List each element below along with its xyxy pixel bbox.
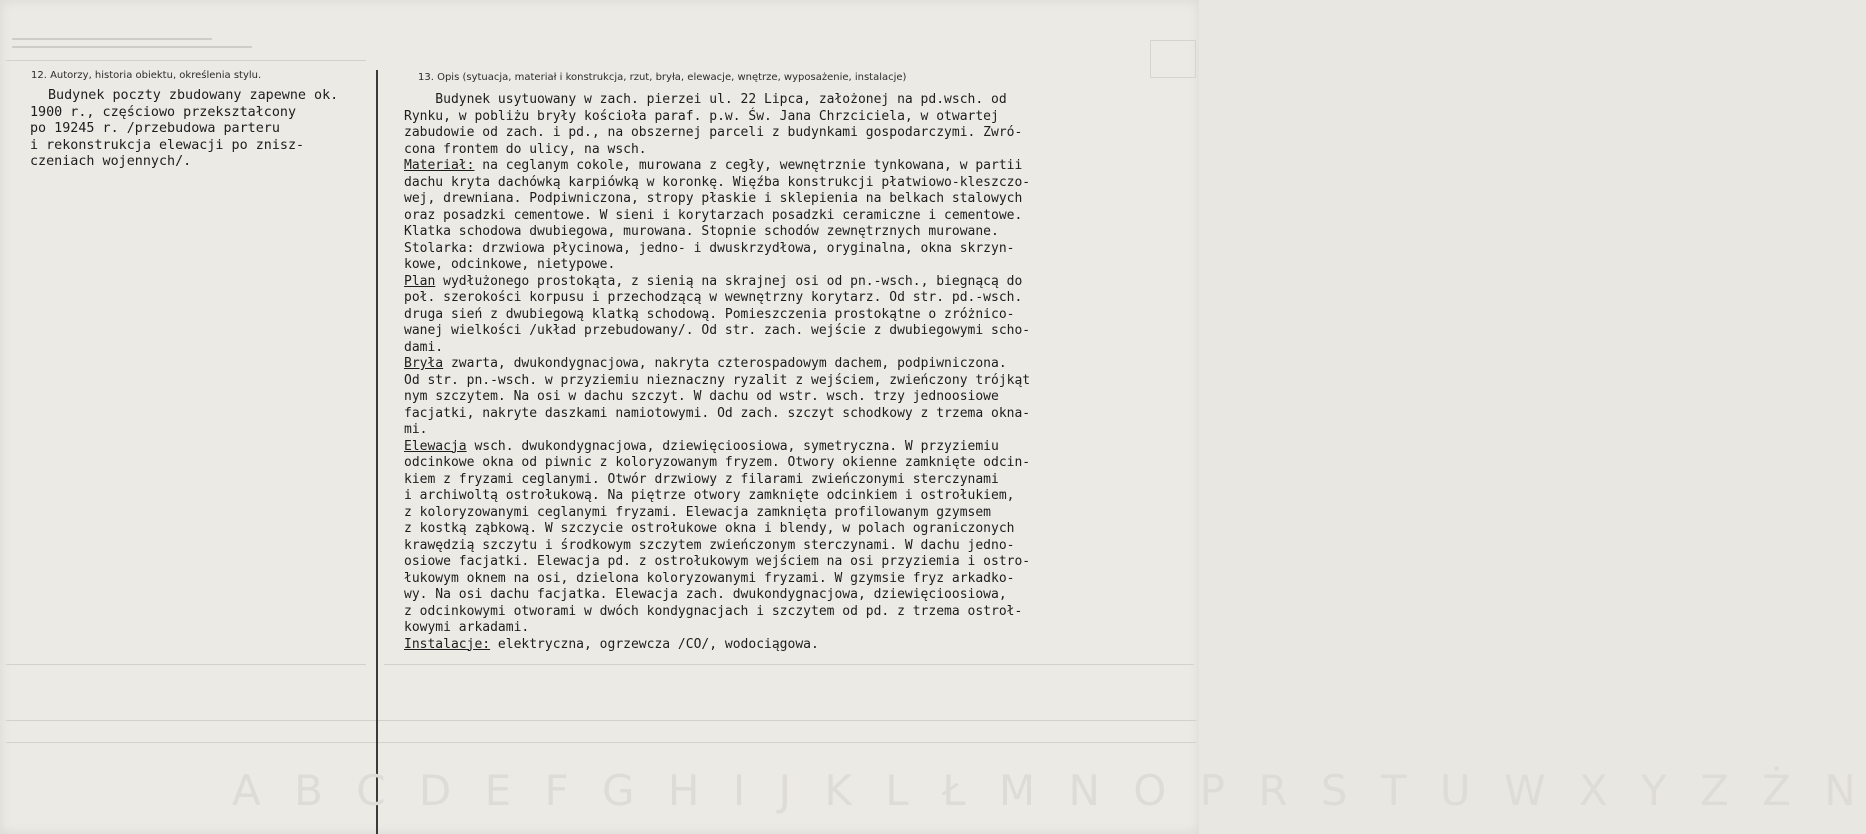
faint-rule — [6, 742, 1196, 743]
faint-rule — [6, 664, 366, 665]
column-divider — [376, 70, 378, 834]
typed-line — [404, 142, 1030, 159]
typed-line — [404, 554, 1030, 571]
line-text: osiowe facjatki. Elewacja pd. z ostrołukowym wejściem na osi przyziemia i ostro- — [404, 554, 1031, 569]
faint-box — [1150, 40, 1196, 78]
typed-line — [404, 323, 1030, 340]
typed-line — [404, 455, 1030, 472]
line-text: mi. — [404, 422, 428, 437]
field-12-typed-text — [30, 88, 338, 171]
line-text: na ceglanym cokole, murowana z cegły, wewnętrznie tynkowana, w partii — [474, 158, 1023, 173]
field-13-label: 13. Opis (sytuacja, materiał i konstrukcja, rzut, bryła, elewacje, wnętrze, wyposażenie, instalacje) — [418, 72, 907, 83]
typed-line — [404, 637, 1030, 654]
line-text: cona frontem do ulicy, na wsch. — [404, 141, 647, 157]
line-text: elektryczna, ogrzewcza /CO/, wodociągowa. — [490, 636, 819, 652]
line-text: nym szczytem. Na osi w dachu szczyt. W dachu od wstr. wsch. trzy jednoosiowe — [404, 389, 999, 404]
line-text: kiem z fryzami ceglanymi. Otwór drzwiowy z filarami zwieńczonymi sterczynami — [404, 471, 999, 487]
line-text: krawędzią szczytu i środkowym szczytem zwieńczonym sterczynami. W dachu jedno- — [404, 537, 1015, 553]
typed-line — [404, 620, 1030, 637]
typed-line — [404, 290, 1030, 307]
line-text: łukowym oknem na osi, dzielona koloryzowanymi fryzami. W gzymsie fryz arkadko- — [404, 570, 1015, 586]
line-text: Stolarka: drzwiowa płycinowa, jedno- i dwuskrzydłowa, oryginalna, okna skrzyn- — [404, 240, 1015, 256]
typed-line: 1900 r., częściowo przekształcony — [30, 104, 297, 120]
typed-line — [404, 125, 1030, 142]
line-text: i archiwoltą ostrołukową. Na piętrze otwory zamknięte odcinkiem i ostrołukiem, — [404, 488, 1015, 503]
faint-rule — [6, 60, 366, 61]
typed-line — [404, 439, 1030, 456]
typed-line — [404, 356, 1030, 373]
typed-line: i rekonstrukcja elewacji po znisz- — [30, 137, 305, 153]
line-text: kowymi arkadami. — [404, 620, 530, 635]
faint-rule — [384, 664, 1194, 665]
line-text: wydłużonego prostokąta, z sienią na skrajnej osi od pn.-wsch., biegnącą do — [435, 273, 1023, 289]
line-text: z kostką ząbkową. W szczycie ostrołukowe okna i blendy, w polach ograniczonych — [404, 521, 1015, 536]
section-term: Plan — [404, 273, 436, 289]
typed-line — [404, 208, 1030, 225]
typed-line — [404, 604, 1030, 621]
section-term: Materiał: — [404, 158, 475, 173]
typed-line: po 19245 r. /przebudowa parteru — [30, 121, 280, 136]
typed-line — [404, 373, 1030, 390]
typed-line — [404, 241, 1030, 258]
field-12-label: 12. Autorzy, historia obiektu, określenia stylu. — [31, 70, 262, 81]
section-term: Bryła — [404, 356, 444, 371]
typed-line — [404, 587, 1030, 604]
line-text: odcinkowe okna od piwnic z koloryzowanym fryzem. Otwory okienne zamknięte odcin- — [404, 455, 1031, 470]
typed-line — [404, 422, 1030, 439]
line-text: facjatki, nakryte daszkami namiotowymi. Od zach. szczyt schodkowy z trzema okna- — [404, 405, 1031, 421]
typed-line — [404, 488, 1030, 505]
line-text: Rynku, w pobliżu bryły kościoła paraf. p.w. Św. Jana Chrzciciela, w otwartej — [404, 108, 999, 124]
line-text: z koloryzowanymi ceglanymi fryzami. Elewacja zamknięta profilowanym gzymsem — [404, 504, 991, 520]
line-text: wy. Na osi dachu facjatka. Elewacja zach. dwukondygnacjowa, dziewięcioosiowa, — [404, 587, 1007, 602]
line-text: wej, drewniana. Podpiwniczona, stropy płaskie i sklepienia na belkach stalowych — [404, 191, 1023, 206]
typed-line — [404, 307, 1030, 324]
line-text: wsch. dwukondygnacjowa, dziewięcioosiowa, symetryczna. W przyziemiu — [466, 438, 999, 454]
typed-line — [404, 538, 1030, 555]
line-text: wanej wielkości /układ przebudowany/. Od str. zach. wejście z dwubiegowymi scho- — [404, 323, 1031, 338]
line-text: poł. szerokości korpusu i przechodzącą w wewnętrzny korytarz. Od str. pd.-wsch. — [404, 290, 1023, 305]
section-term: Instalacje: — [404, 636, 491, 652]
line-text: Klatka schodowa dwubiegowa, murowana. Stopnie schodów zewnętrznych murowane. — [404, 224, 999, 239]
typed-line — [404, 224, 1030, 241]
typed-line — [404, 472, 1030, 489]
typed-line — [404, 340, 1030, 357]
typed-line — [404, 92, 1030, 109]
line-text: kowe, odcinkowe, nietypowe. — [404, 257, 616, 272]
faint-rule — [6, 720, 1196, 721]
line-text: Budynek usytuowany w zach. pierzei ul. 22 Lipca, założonej na pd.wsch. od — [404, 92, 1007, 107]
line-text: zwarta, dwukondygnacjowa, nakryta czterospadowym dachem, podpiwniczona. — [443, 356, 1007, 371]
typed-line — [404, 505, 1030, 522]
typed-line — [404, 158, 1030, 175]
typed-line — [404, 406, 1030, 423]
typed-line — [404, 571, 1030, 588]
line-text: oraz posadzki cementowe. W sieni i korytarzach posadzki ceramiczne i cementowe. — [404, 207, 1023, 223]
line-text: z odcinkowymi otworami w dwóch kondygnacjach i szczytem od pd. z trzema ostroł- — [404, 603, 1023, 619]
typed-line — [404, 109, 1030, 126]
line-text: druga sień z dwubiegową klatką schodową. Pomieszczenia prostokątne o zróżnico- — [404, 306, 1015, 322]
line-text: dami. — [404, 339, 444, 355]
typed-line — [404, 191, 1030, 208]
typed-line — [404, 257, 1030, 274]
typed-line — [404, 274, 1030, 291]
line-text: dachu kryta dachówką karpiówką w koronkę. Więźba konstrukcji płatwiowo-kleszczo- — [404, 174, 1031, 190]
section-term: Elewacja — [404, 438, 467, 454]
typed-line — [404, 389, 1030, 406]
faint-header-strip — [12, 36, 252, 54]
alphabet-index-watermark: A B C D E F G H I J K L Ł M N O P R S T U W X Y Z Ż N — [232, 766, 1866, 815]
line-text: zabudowie od zach. i pd., na obszernej parceli z budynkami gospodarczymi. Zwró- — [404, 125, 1023, 140]
typed-line — [404, 521, 1030, 538]
field-13-typed-text — [404, 92, 1030, 653]
typed-line: czeniach wojennych/. — [30, 154, 192, 169]
typed-line: Budynek poczty zbudowany zapewne ok. — [48, 88, 339, 103]
typed-line — [404, 175, 1030, 192]
line-text: Od str. pn.-wsch. w przyziemiu nieznaczny ryzalit z wejściem, zwieńczony trójkąt — [404, 372, 1031, 388]
